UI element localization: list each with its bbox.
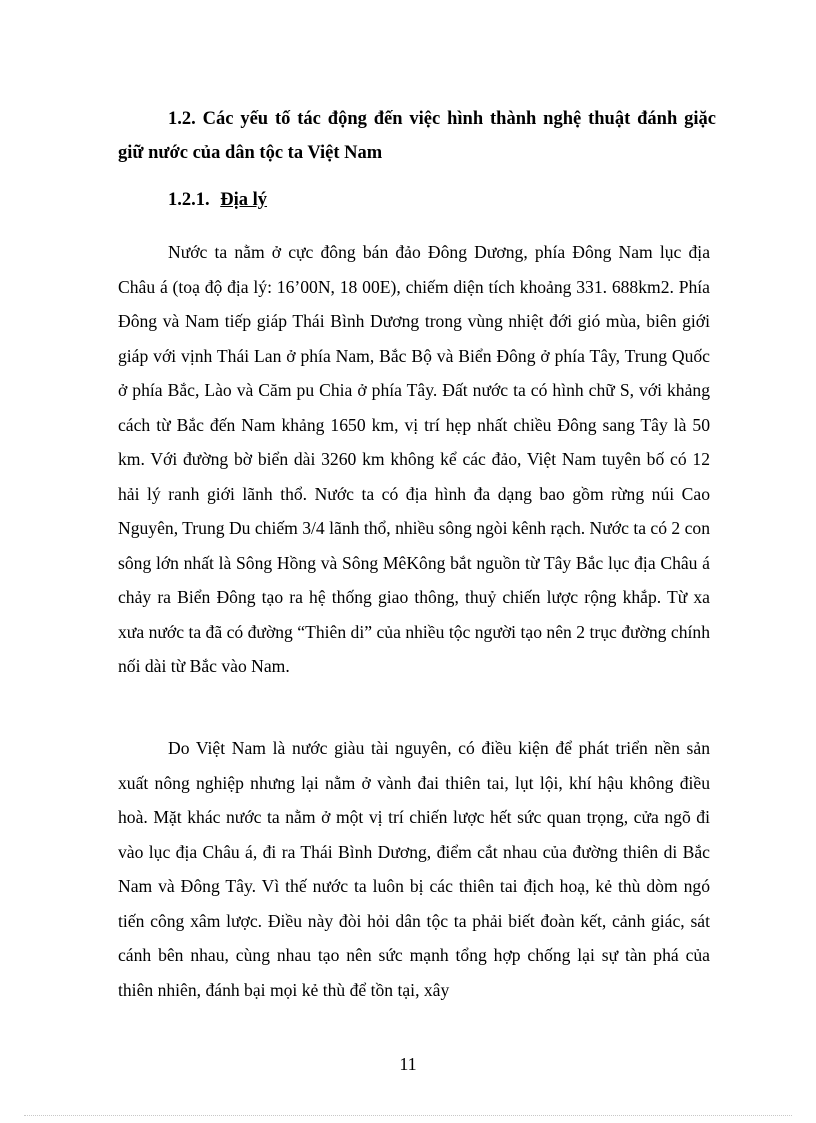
- paragraph-geography: Nước ta nằm ở cực đông bán đảo Đông Dương, phía Đông Nam lục địa Châu á (toạ độ địa lý: 16’00N, 18 00E), chiếm diện tích khoảng 331. 688km2. Phía Đông và Nam tiếp giáp Thái Bình Dương trong vùng nhiệt đới gió mùa, biên giới giáp với vịnh Thái Lan ở phía Nam, Bắc Bộ và Biển Đông ở phía Tây, Trung Quốc ở phía Bắc, Lào và Căm pu Chia ở phía Tây. Đất nước ta có hình chữ S, với khảng cách từ Bắc đến Nam khảng 1650 km, vị trí hẹp nhất chiều Đông sang Tây là 50 km. Với đường bờ biển dài 3260 km không kể các đảo, Việt Nam tuyên bố có 12 hải lý ranh giới lãnh thổ. Nước ta có địa hình đa dạng bao gồm rừng núi Cao Nguyên, Trung Du chiếm 3/4 lãnh thổ, nhiều sông ngòi kênh rạch. Nước ta có 2 con sông lớn nhất là Sông Hồng và Sông MêKông bắt nguồn từ Tây Bắc lục địa Châu á chảy ra Biển Đông tạo ra hệ thống giao thông, thuỷ chiến lược rộng khắp. Từ xa xưa nước ta đã có đường “Thiên di” của nhiều tộc người tạo nên 2 trục đường chính nối dài từ Bắc vào Nam.: [118, 242, 711, 676]
- paragraph-resources: Do Việt Nam là nước giàu tài nguyên, có điều kiện để phát triển nền sản xuất nông nghiệp nhưng lại nằm ở vành đai thiên tai, lụt lội, khí hậu không điều hoà. Mặt khác nước ta nằm ở một vị trí chiến lược hết sức quan trọng, cửa ngõ đi vào lục địa Châu á, đi ra Thái Bình Dương, điểm cắt nhau của đường thiên di Bắc Nam và Đông Tây. Vì thế nước ta luôn bị các thiên tai địch hoạ, kẻ thù dòm ngó tiến công xâm lược. Điều này đòi hỏi dân tộc ta phải biết đoàn kết, cảnh giác, sát cánh bên nhau, cùng nhau tạo nên sức mạnh tổng hợp chống lại sự tàn phá của thiên nhiên, đánh bại mọi kẻ thù để tồn tại, xây: [118, 738, 710, 1000]
- subsection-number: 1.2.1.: [168, 190, 210, 210]
- subsection-heading: [168, 185, 267, 215]
- subsection-title: Địa lý: [220, 190, 268, 210]
- page-bottom-divider: [24, 1115, 792, 1116]
- page-number: 11: [399, 1054, 417, 1074]
- section-heading: 1.2. Các yếu tố tác động đến việc hình thành nghệ thuật đánh giặc giữ nước của dân tộc ta Việt Nam: [118, 109, 716, 163]
